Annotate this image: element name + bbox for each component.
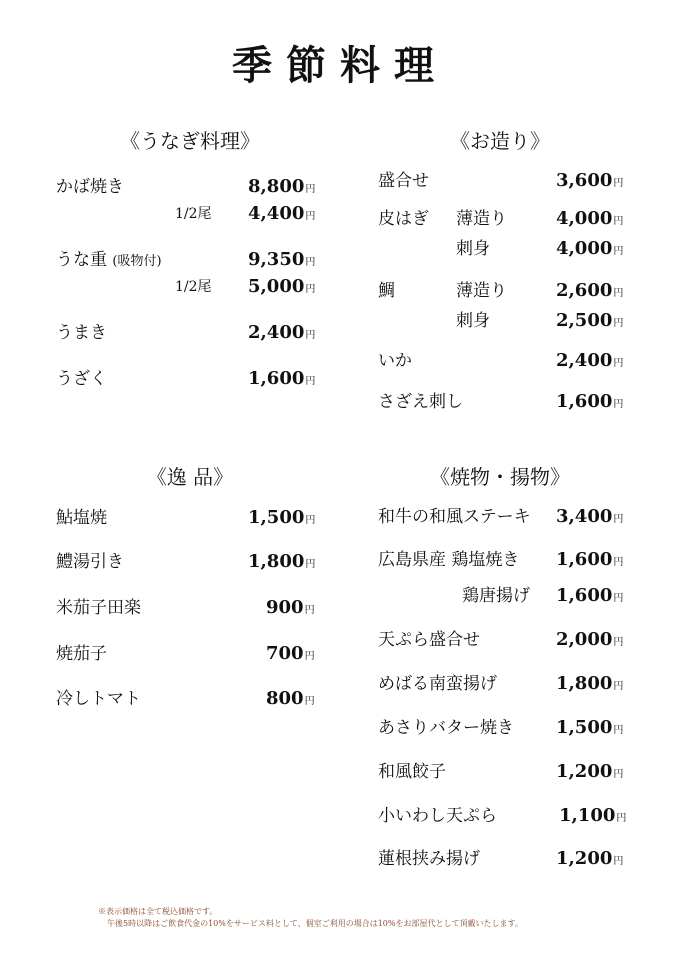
- price-tai-usuzukuri: 2,600円: [556, 280, 624, 301]
- price-iwashi: 1,100円: [559, 805, 627, 826]
- menu-item-beinasu: 米茄子田楽: [56, 598, 141, 618]
- menu-item-sazae: さざえ刺し: [378, 392, 463, 412]
- menu-item-renkon: 蓮根挟み揚げ: [378, 849, 480, 869]
- menu-item-tai-sashimi: 刺身: [456, 311, 490, 331]
- price-mebaru: 1,800円: [556, 673, 624, 694]
- menu-item-tai-usuzukuri: 薄造り: [456, 281, 507, 301]
- price-ika: 2,400円: [556, 350, 624, 371]
- price-kawahagi-sashimi: 4,000円: [556, 238, 624, 259]
- price-uzaku: 1,600円: [248, 368, 316, 389]
- menu-item-karaage: 鶏唐揚げ: [462, 586, 530, 606]
- menu-item-gyoza: 和風餃子: [378, 762, 446, 782]
- price-kabayaki: 8,800円: [248, 176, 316, 197]
- section-ippin-heading: 《逸 品》: [146, 465, 234, 489]
- menu-item-tempura: 天ぷら盛合せ: [378, 630, 480, 650]
- menu-item-unaju-half: 1/2尾: [175, 279, 212, 295]
- price-gyoza: 1,200円: [556, 761, 624, 782]
- price-sazae: 1,600円: [556, 391, 624, 412]
- price-karaage: 1,600円: [556, 585, 624, 606]
- price-tori-shioyaki: 1,600円: [556, 549, 624, 570]
- menu-item-kawahagi-sashimi: 刺身: [456, 239, 490, 259]
- menu-item-kabayaki-half: 1/2尾: [175, 206, 212, 222]
- menu-item-uzaku: うざく: [56, 369, 107, 389]
- price-unaju: 9,350円: [248, 249, 316, 270]
- price-tai-sashimi: 2,500円: [556, 310, 624, 331]
- section-otsukuri-heading: 《お造り》: [450, 129, 550, 153]
- price-renkon: 1,200円: [556, 848, 624, 869]
- price-tempura: 2,000円: [556, 629, 624, 650]
- price-tomato: 800円: [266, 688, 315, 709]
- menu-item-unaju: うな重 (吸物付): [56, 250, 162, 270]
- price-beinasu: 900円: [266, 597, 315, 618]
- menu-item-tori-shioyaki: 広島県産 鶏塩焼き: [378, 550, 520, 570]
- menu-item-hamo: 鱧湯引き: [56, 552, 124, 572]
- price-kawahagi-usuzukuri: 4,000円: [556, 208, 624, 229]
- menu-item-ayu: 鮎塩焼: [56, 508, 107, 528]
- section-yakimono-heading: 《焼物・揚物》: [430, 465, 570, 489]
- menu-item-moriawase: 盛合せ: [378, 171, 429, 191]
- price-unaju-half: 5,000円: [248, 276, 316, 297]
- price-steak: 3,400円: [556, 506, 624, 527]
- menu-item-ika: いか: [378, 351, 412, 371]
- menu-item-iwashi: 小いわし天ぷら: [378, 806, 497, 826]
- menu-item-kawahagi-usuzukuri: 薄造り: [456, 209, 507, 229]
- price-umaki: 2,400円: [248, 322, 316, 343]
- price-yakinasu: 700円: [266, 643, 315, 664]
- menu-item-mebaru: めばる南蛮揚げ: [378, 674, 497, 694]
- menu-item-tomato: 冷しトマト: [56, 689, 141, 709]
- menu-item-umaki: うまき: [56, 323, 107, 343]
- menu-item-kabayaki: かば焼き: [56, 177, 124, 197]
- menu-item-kawahagi: 皮はぎ: [378, 209, 429, 229]
- menu-item-steak: 和牛の和風ステーキ: [378, 507, 531, 527]
- service-charge-note: 午後5時以降はご飲食代金の10%をサービス料として、個室ご利用の場合は10%をお部屋代として頂戴いたします。: [107, 919, 523, 928]
- tax-note: ※表示価格は全て税込価格です。: [98, 907, 218, 916]
- menu-item-tai: 鯛: [378, 281, 395, 301]
- price-asari: 1,500円: [556, 717, 624, 738]
- price-hamo: 1,800円: [248, 551, 316, 572]
- price-ayu: 1,500円: [248, 507, 316, 528]
- price-kabayaki-half: 4,400円: [248, 203, 316, 224]
- section-unagi-heading: 《うなぎ料理》: [120, 129, 260, 153]
- price-moriawase: 3,600円: [556, 170, 624, 191]
- menu-item-asari: あさりバター焼き: [378, 718, 514, 738]
- page-title: 季節料理: [232, 42, 448, 89]
- menu-item-yakinasu: 焼茄子: [56, 644, 107, 664]
